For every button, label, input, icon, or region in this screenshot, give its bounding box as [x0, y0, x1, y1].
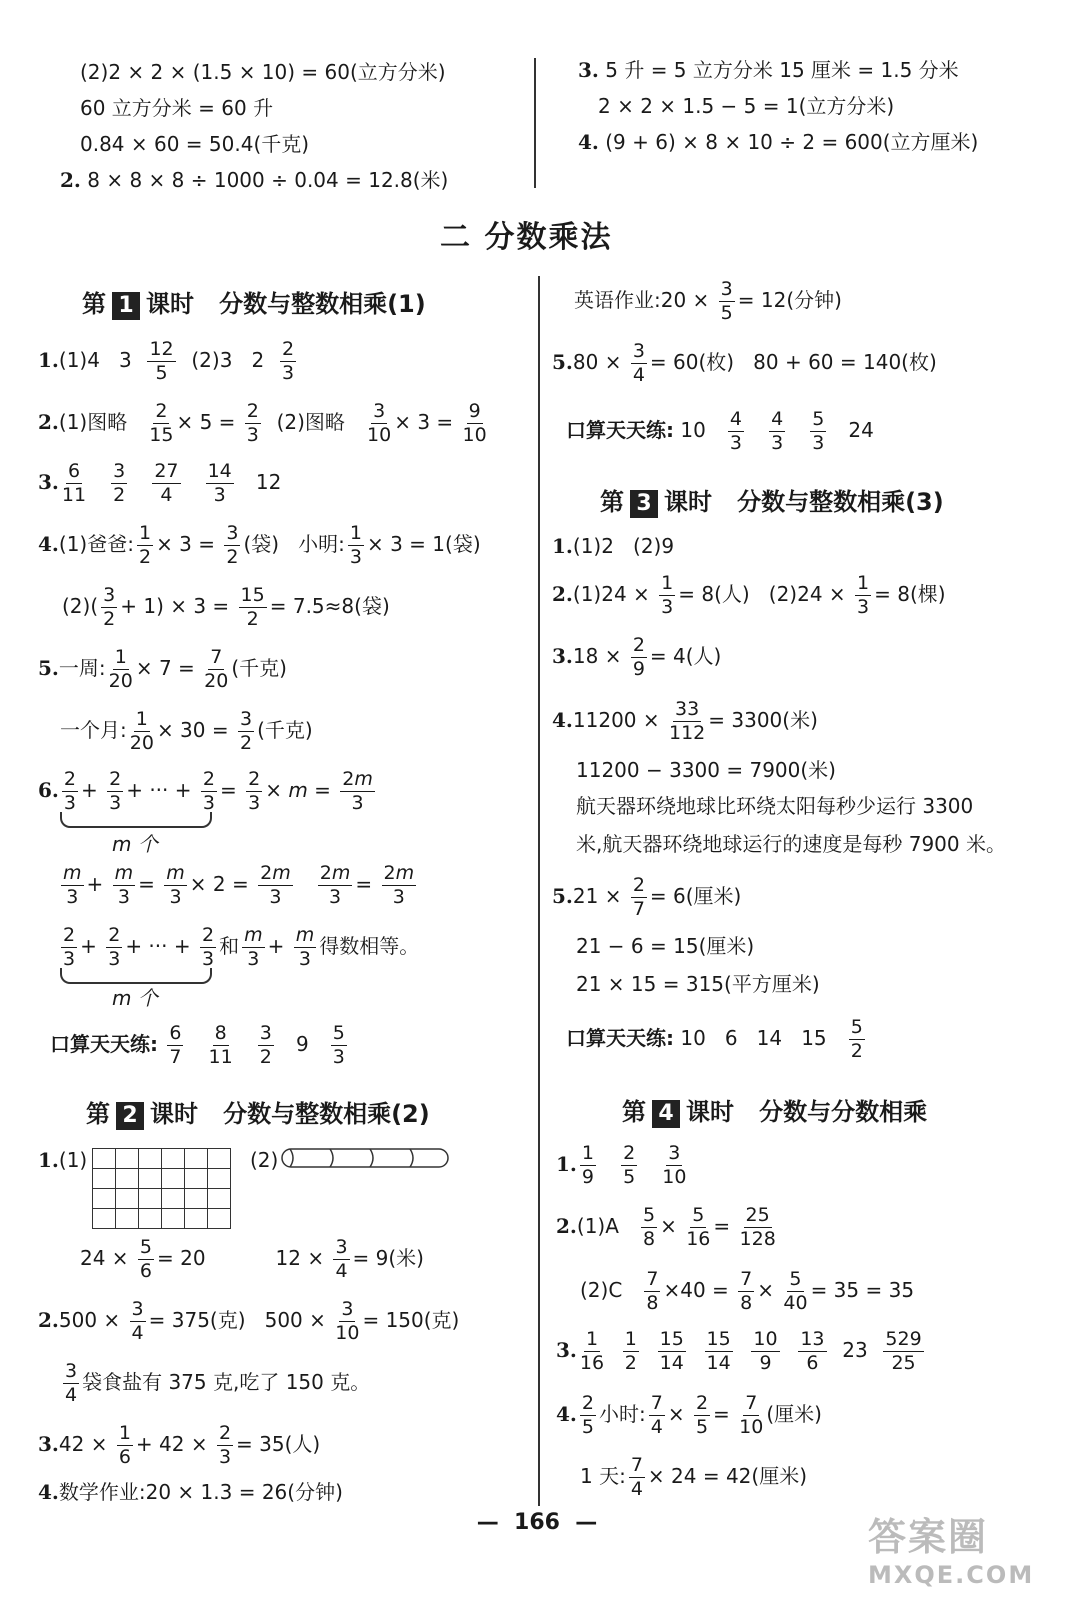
l1-q3: 3. $\frac{6}{11}$ $\frac{3}{2}$ $\frac{27}{4}$ $\frac{14}{3}$ 12 [38, 460, 282, 506]
l2-q1-eq: 24 × $\frac{5}{6}$ = 20 12 × $\frac{3}{4}$ = 9(米) [80, 1236, 424, 1282]
watermark-logo [868, 1506, 1034, 1589]
l1-q4a: 4.(1)爸爸: $\frac{1}{2}$ × 3 = $\frac{3}{2}$ (袋) 小明: $\frac{1}{3}$ × 3 = 1(袋) [38, 522, 481, 568]
l3-q2: 2.(1)24 × $\frac{1}{3}$ = 8(人) (2)24 × $\frac{1}{3}$ = 8(棵) [552, 572, 946, 618]
lesson-3-title: 第 3 课时 分数与整数相乘(3) [600, 488, 944, 516]
watermark-text-cn: 答案圈 [868, 1515, 989, 1559]
brace-2 [60, 968, 212, 984]
l3-q4c: 航天器环绕地球比环绕太阳每秒少运行 3300 [576, 794, 974, 818]
m-ge-1: m 个 [112, 832, 158, 856]
top-left-line-3: 0.84 × 60 = 50.4(千克) [80, 132, 310, 156]
l1-q5b: 一个月: $\frac{1}{20}$ × 30 = $\frac{3}{2}$ (千克) [60, 708, 313, 754]
l1-q4b: (2)( $\frac{3}{2}$ + 1) × 3 = $\frac{15}{2}$ = 7.5≈8(袋) [62, 584, 390, 630]
l3-q4d: 米,航天器环绕地球运行的速度是每秒 7900 米。 [576, 832, 1006, 856]
bar-diagram [280, 1146, 452, 1170]
l3-q3: 3.18 × $\frac{2}{9}$ = 4(人) [552, 634, 722, 680]
l1-oral: 口算天天练: $\frac{6}{7}$ $\frac{8}{11}$ $\frac{3}{2}$ 9 $\frac{5}{3}$ [50, 1022, 345, 1068]
l4-q1: 1. $\frac{1}{9}$ $\frac{2}{5}$ $\frac{3}{10}$ [556, 1142, 687, 1188]
l4-q4b: 1 天: $\frac{7}{4}$ × 24 = 42(厘米) [580, 1454, 808, 1500]
l3-q5c: 21 × 15 = 315(平方厘米) [576, 972, 820, 996]
l4-q3: 3. $\frac{1}{16}$ $\frac{1}{2}$ $\frac{15}{14}$ $\frac{15}{14}$ $\frac{10}{9}$ $\frac{13}{6}$ 23 $\frac{529}{25}$ [556, 1328, 922, 1374]
l4-q4a: 4. $\frac{2}{5}$ 小时: $\frac{7}{4}$ × $\frac{2}{5}$ = $\frac{7}{10}$ (厘米) [556, 1392, 822, 1438]
watermark-text-url: MXQE.COM [868, 1561, 1035, 1589]
top-left-line-2: 60 立方分米 = 60 升 [80, 96, 274, 120]
main-column-divider [538, 276, 540, 1506]
l3-q5a: 5.21 × $\frac{2}{7}$ = 6(厘米) [552, 874, 742, 920]
l2-q2: 2.500 × $\frac{3}{4}$ = 375(克) 500 × $\frac{3}{10}$ = 150(克) [38, 1298, 460, 1344]
l2-q1-label-2: (2) [250, 1148, 279, 1172]
l1-q5a: 5.一周: $\frac{1}{20}$ × 7 = $\frac{7}{20}$ (千克) [38, 646, 287, 692]
l1-q6a: 6. $\frac{2}{3}$ + $\frac{2}{3}$ + ··· + $\frac{2}{3}$ = $\frac{2}{3}$ × m = $\frac{2m}{3}$ [38, 768, 373, 814]
top-right-line-2: 2 × 2 × 1.5 − 5 = 1(立方分米) [598, 94, 895, 118]
grid-diagram [92, 1148, 231, 1229]
top-right-line-3: 4. (9 + 6) × 8 × 10 ÷ 2 = 600(立方厘米) [578, 130, 979, 154]
l1-q1: 1.(1)4 3 $\frac{12}{5}$ (2)3 2 $\frac{2}{3}$ [38, 338, 295, 384]
l2-q1-label: 1.(1) [38, 1148, 88, 1172]
top-column-divider [534, 58, 536, 188]
l1-q6c: $\frac{2}{3}$ + $\frac{2}{3}$ + ··· + $\frac{2}{3}$ 和 $\frac{m}{3}$ + $\frac{m}{3}$ 得数相等。 [63, 924, 420, 970]
l4-q2b: (2)C $\frac{7}{8}$ ×40 = $\frac{7}{8}$ × $\frac{5}{40}$ = 35 = 35 [580, 1268, 915, 1314]
l3-q5b: 21 − 6 = 15(厘米) [576, 934, 755, 958]
l3-q1: 1.(1)2 (2)9 [552, 534, 675, 558]
l3-q4a: 4.11200 × $\frac{33}{112}$ = 3300(米) [552, 698, 818, 744]
top-left-line-4: 2. 8 × 8 × 8 ÷ 1000 ÷ 0.04 = 12.8(米) [60, 168, 449, 192]
top-right-line-1: 3. 5 升 = 5 立方分米 15 厘米 = 1.5 分米 [578, 58, 959, 82]
lesson-4-title: 第 4 课时 分数与分数相乘 [622, 1098, 928, 1126]
l4-q2a: 2.(1)A $\frac{5}{8}$ × $\frac{5}{16}$ = $\frac{25}{128}$ [556, 1204, 776, 1250]
l1-q6b: $\frac{m}{3}$ + $\frac{m}{3}$ = $\frac{m}{3}$ × 2 = $\frac{2m}{3}$ $\frac{2m}{3}$ = $\frac{2m}{3}$ [63, 862, 415, 908]
l2-q4b: 英语作业:20 × $\frac{3}{5}$ = 12(分钟) [574, 278, 842, 324]
lesson-2-title: 第 2 课时 分数与整数相乘(2) [86, 1100, 430, 1128]
section-title: 二 分数乘法 [440, 220, 613, 255]
l2-q3: 3.42 × $\frac{1}{6}$ + 42 × $\frac{2}{3}$ = 35(人) [38, 1422, 321, 1468]
top-left-line-1: (2)2 × 2 × (1.5 × 10) = 60(立方分米) [80, 60, 446, 84]
m-ge-2: m 个 [112, 986, 158, 1010]
l3-oral: 口算天天练: 10 6 14 15 $\frac{5}{2}$ [566, 1016, 863, 1062]
l2-q2-note: $\frac{3}{4}$ 袋食盐有 375 克,吃了 150 克。 [65, 1360, 371, 1406]
l2-q4a: 4.数学作业:20 × 1.3 = 26(分钟) [38, 1480, 343, 1504]
l3-q4b: 11200 − 3300 = 7900(米) [576, 758, 836, 782]
l2-q5: 5.80 × $\frac{3}{4}$ = 60(枚) 80 + 60 = 140(枚) [552, 340, 937, 386]
l1-q2: 2.(1)图略 $\frac{2}{15}$ × 5 = $\frac{2}{3}$ (2)图略 $\frac{3}{10}$ × 3 = $\frac{9}{10}$ [38, 400, 487, 446]
page-number: — 166 — [476, 1510, 598, 1535]
l2-oral: 口算天天练: 10 $\frac{4}{3}$ $\frac{4}{3}$ $\frac{5}{3}$ 24 [566, 408, 874, 454]
lesson-1-title: 第 1 课时 分数与整数相乘(1) [82, 290, 426, 318]
brace-1 [60, 812, 212, 828]
